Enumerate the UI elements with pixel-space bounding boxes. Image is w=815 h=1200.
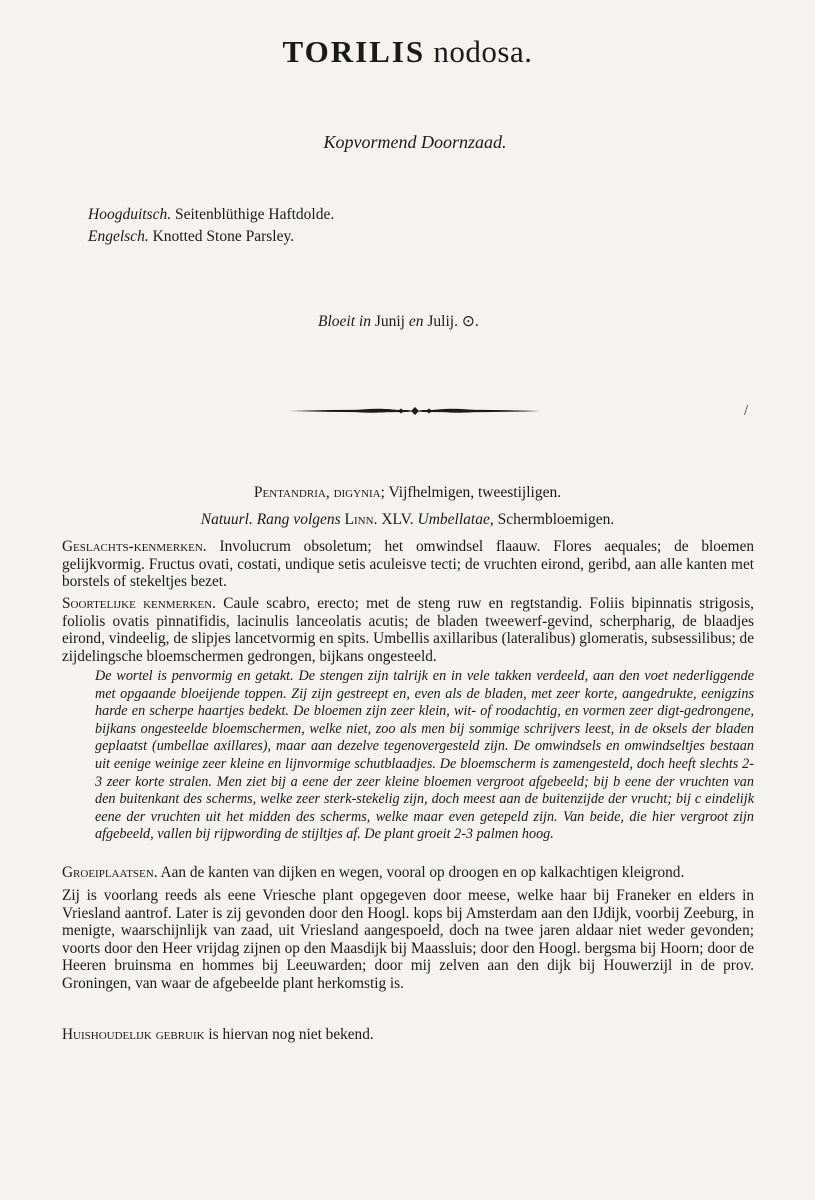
- annual-symbol-icon: ⊙.: [461, 313, 479, 330]
- common-names: [88, 204, 334, 248]
- common-name-german: [88, 204, 334, 226]
- bloom-period: [318, 312, 479, 331]
- rank-number: XLV.: [381, 511, 414, 528]
- common-name-text: Knotted Stone Parsley.: [152, 228, 295, 245]
- species-name: nodosa.: [433, 34, 533, 69]
- bloom-month: Julij.: [427, 313, 458, 330]
- section-text: Caule scabro, erecto; met de steng ruw en regtstandig. Foliis bipinnatis strigosis, foliolis ovatis pinnatifidis, lacinulis lanceolatis acutis; de bladen tweewerf-gevind, scherpharig, de blaadjes eirond, vindeelig, de slipjes lancetvormig en spits. Umbellis axillaribus (lateralibus) glomeratis, subsessilibus; de zijdelingsche bloemschermen gedrongen, bijkans ongesteeld.: [62, 595, 754, 665]
- rank-label: Natuurl. Rang volgens: [200, 511, 341, 528]
- linnaean-class: Pentandria, digynia;: [253, 484, 385, 501]
- section-label: Groeiplaatsen.: [62, 864, 158, 881]
- genus-name: TORILIS: [282, 34, 426, 69]
- language-label: Hoogduitsch.: [88, 206, 172, 223]
- page-title: [0, 34, 815, 70]
- economic-use: [62, 1026, 754, 1044]
- natural-rank-line: [0, 511, 815, 529]
- species-characters: [62, 595, 754, 665]
- ornamental-rule: [287, 400, 543, 422]
- habitat: [62, 864, 754, 882]
- section-text: Aan de kanten van dijken en wegen, vooral op droogen en op kalkachtigen kleigrond.: [160, 864, 685, 881]
- bloom-word: Bloeit: [318, 313, 356, 330]
- bloom-word: en: [408, 313, 424, 330]
- section-label: Soortelijke kenmerken.: [62, 595, 216, 612]
- classification-line: [0, 484, 815, 502]
- language-label: Engelsch.: [88, 228, 149, 245]
- section-label: Huishoudelijk gebruik: [62, 1026, 205, 1043]
- common-name-text: Seitenblüthige Haftdolde.: [174, 206, 335, 223]
- section-text: Involucrum obsoletum; het omwindsel flaauw. Flores aequales; de bloemen gelijkvormig. Fructus ovati, costati, undique setis aculeisve tecti; de vruchten eirond, geribd, aan alle kanten met borstels of stekeltjes bezet.: [62, 538, 755, 590]
- plant-description: De wortel is penvormig en getakt. De stengen zijn talrijk en in vele takken verdeeld, aan den voet nederliggende met opgaande bloeijende toppen. Zij zijn gestreept en, even als de bladen, met zeer korte, aangedrukte, eenigzins harde en scherpe haartjes bedekt. De bloemen zijn zeer klein, wit- of roodachtig, en vormen zeer digt-gedrongene, bijkans ongesteelde bloemschermen, welke niet, zoo als men bij sommige schrijvers leest, in de oksels der bladen geplaatst (umbellae axillares), maar aan dezelve tegenovergesteld zijn. De omwindsels en omwindseltjes bestaan uit eenige weinige zeer kleine en lijnvormige schutblaadjes. De bloemscherm is zamengesteld, doch heeft slechts 2-3 zeer korte stralen. Men ziet bij a eene der zeer kleine bloemen vergroot afgebeeld; bij b eene der vruchten van den buitenkant des scherms, welke zeer sterk-stekelig zijn, doch meest aan de buitenzijde der vrucht; bij c eindelijk eene der vruchten uit het midden des scherms, welke maar even getepeld zijn. Van beide, die hier vergroot zijn afgebeeld, vallen bij rijpwording de stijltjes af. De plant groeit 2-3 palmen hoog.: [95, 668, 754, 843]
- bloom-month: Junij: [374, 313, 405, 330]
- order-dutch: , Schermbloemigen.: [489, 511, 615, 528]
- genus-characters: [62, 538, 754, 591]
- class-dutch: Vijfhelmigen, tweestijligen.: [388, 484, 562, 501]
- stray-mark: /: [744, 403, 749, 417]
- linnaeus-abbrev: Linn.: [344, 511, 378, 528]
- dutch-common-name: Kopvormend Doornzaad.: [323, 132, 507, 152]
- common-name-english: [88, 226, 334, 248]
- section-text: is hiervan nog niet bekend.: [208, 1026, 374, 1043]
- section-label: Geslachts-kenmerken.: [62, 538, 207, 555]
- order-name: Umbellatae: [417, 511, 490, 528]
- distribution: Zij is voorlang reeds als eene Vriesche plant opgegeven door meese, welke haar bij Franeker en elders in Vriesland aantrof. Later is zij gevonden door den Hoogl. kops bij Amsterdam aan den IJdijk, voorbij Zeeburg, in menigte, waarschijnlijk van zaad, uit Vriesland aangespoeld, doch na twee jaren aldaar niet weder gevonden; voorts door den Heer vrijdag zijnen op den Maasdijk bij Maassluis; door den Hoogl. bergsma bij Hoorn; door de Heeren bruinsma en hommes bij Leeuwarden; door mij zelven aan den dijk bij Houwerzijl in de prov. Groningen, van waar de afgebeelde plant herkomstig is.: [62, 887, 754, 992]
- bloom-word: in: [358, 313, 371, 330]
